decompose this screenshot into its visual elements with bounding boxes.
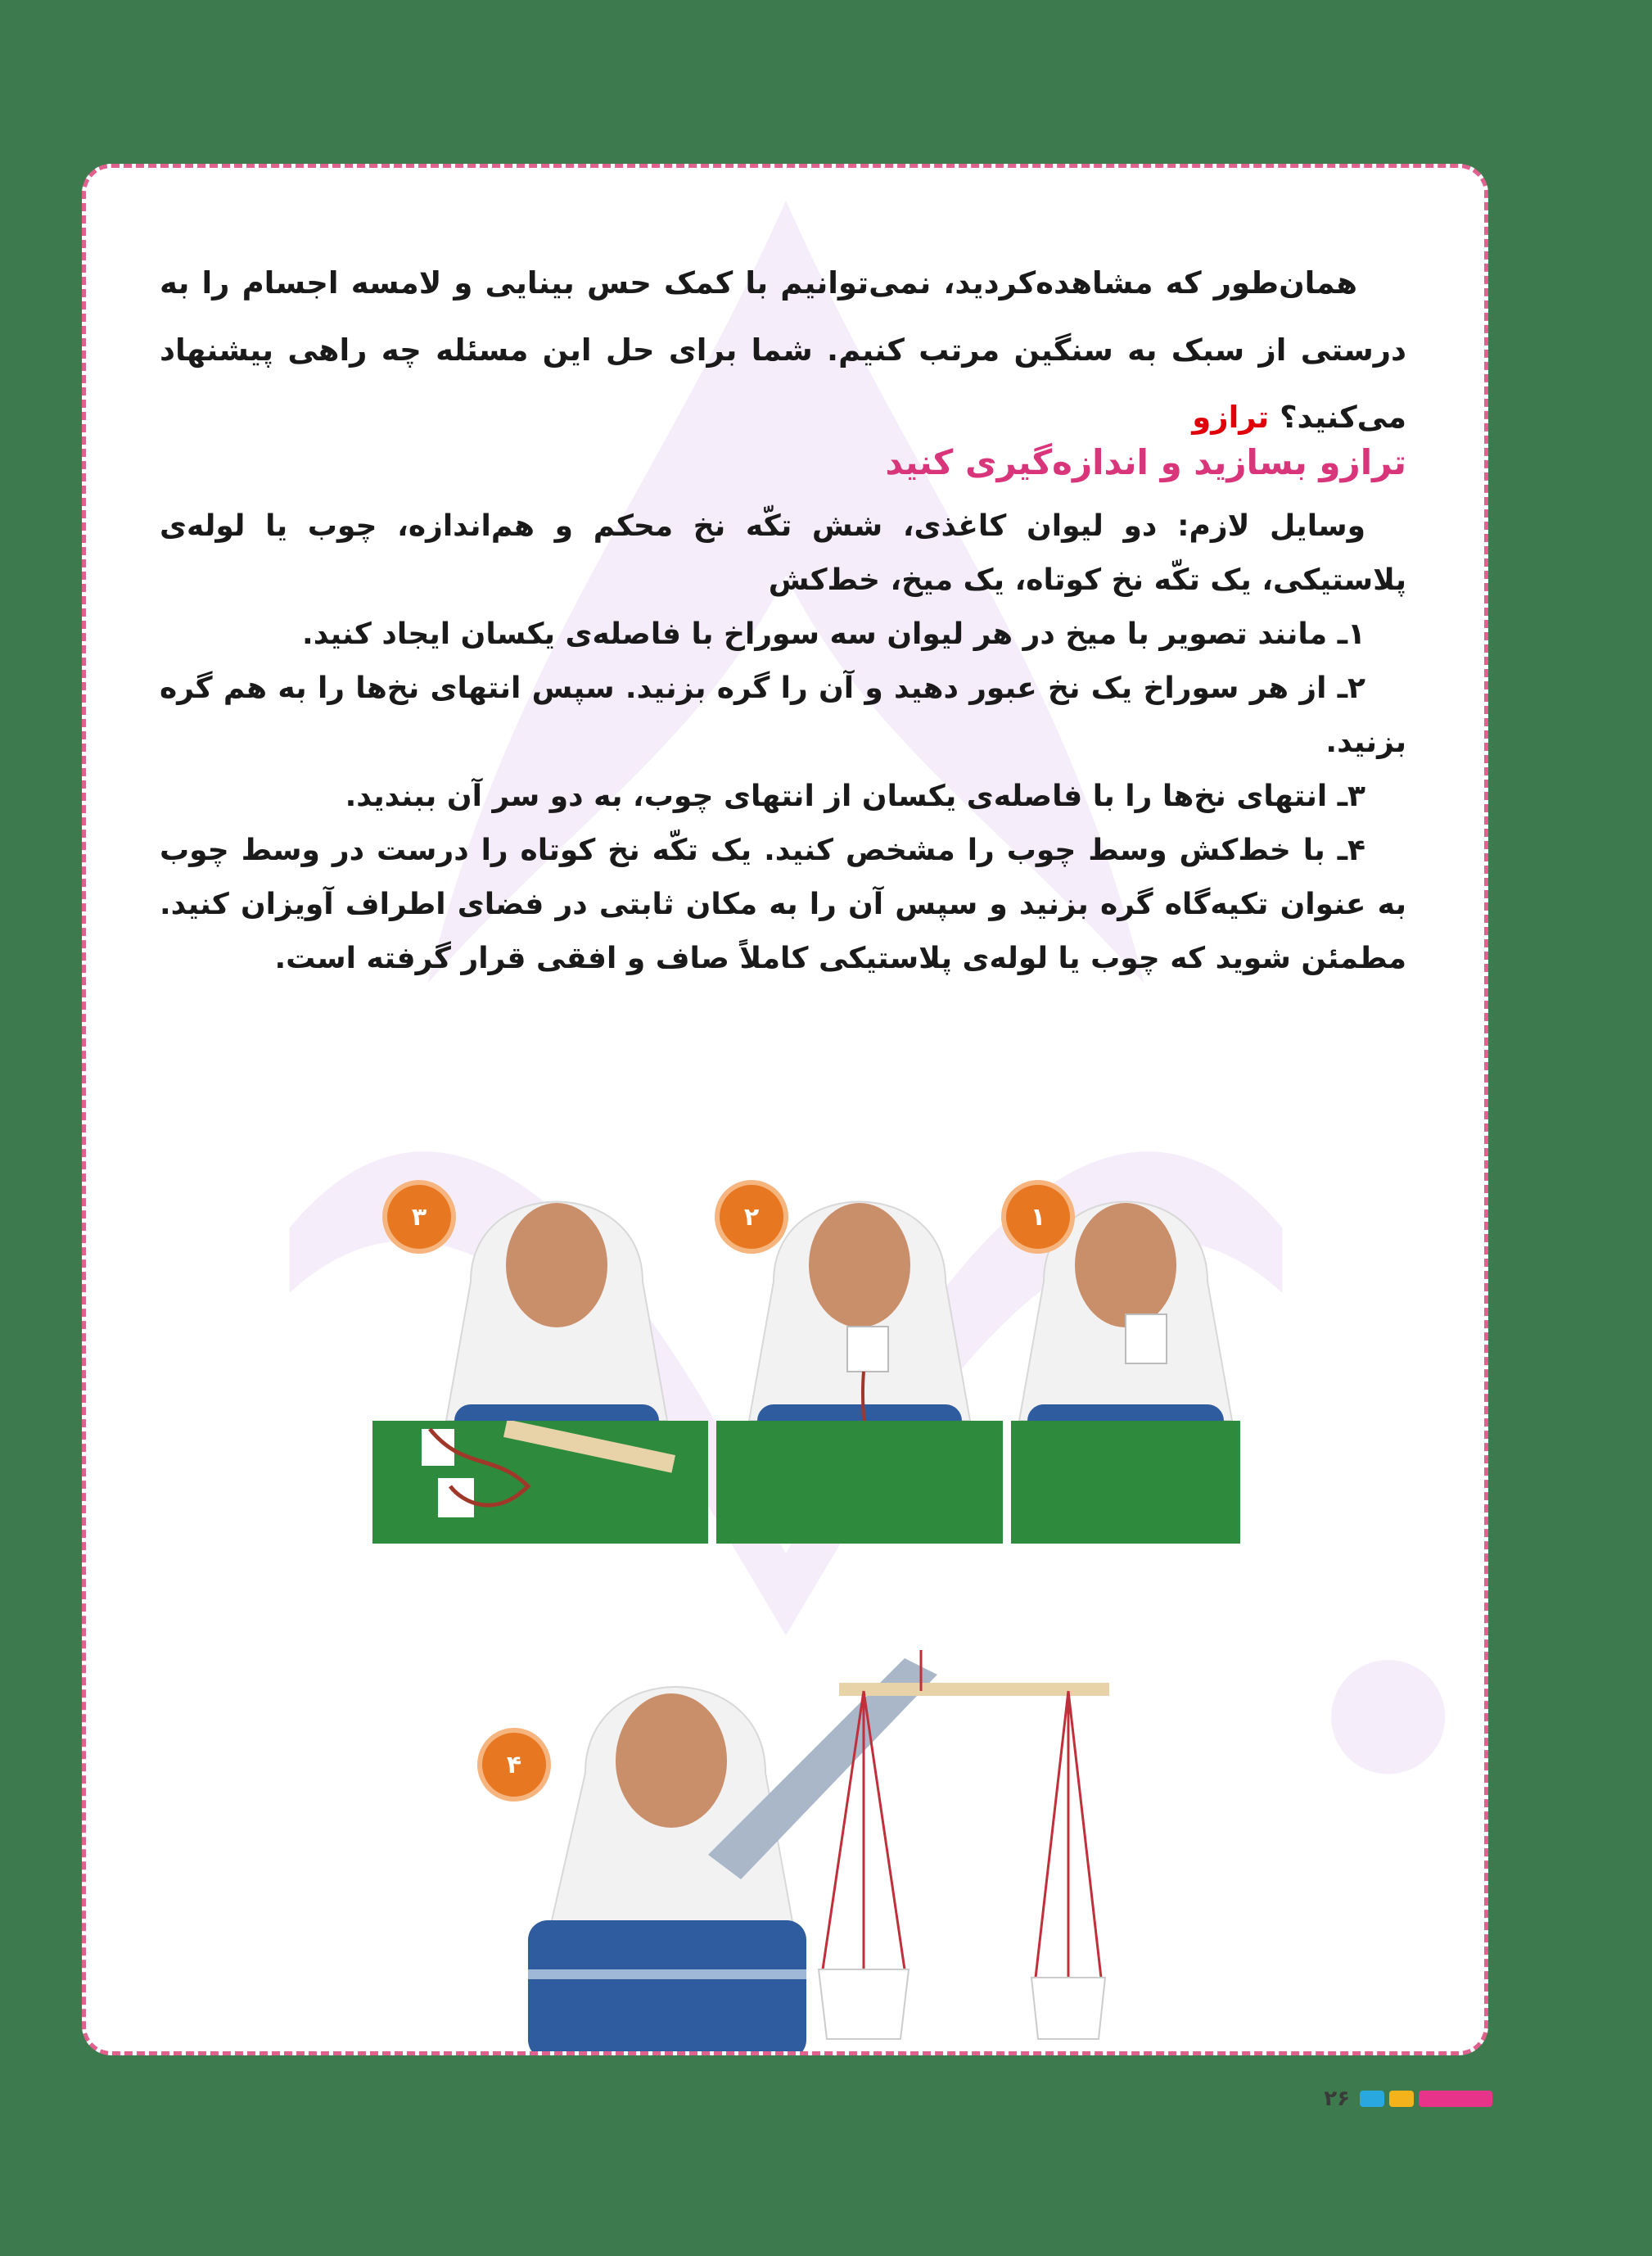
step-3-text: ۳ـ انتهای نخ‌ها را با فاصله‌ی یکسان از انتهای چوب، به دو سر آن ببندید.	[345, 780, 1365, 813]
photo-step-2	[716, 1110, 1003, 1544]
intro-answer: ترازو	[1192, 400, 1270, 435]
intro-section	[160, 250, 1406, 451]
cups-and-stick-illustration	[372, 1421, 708, 1544]
footer-blue-mark	[1360, 2091, 1384, 2107]
step-badge-2: ۲	[715, 1180, 788, 1254]
page-footer	[1324, 2086, 1492, 2111]
footer-yellow-mark	[1389, 2091, 1414, 2107]
photo-step-3	[372, 1110, 708, 1544]
page-card	[82, 164, 1488, 2055]
instructions	[160, 500, 1406, 986]
step-badge-1: ۱	[1001, 1180, 1075, 1254]
intro-paragraph: همان‌طور که مشاهده‌کردید، نمی‌توانیم با کمک حس بینایی و لامسه اجسام را به درستی از سبک به سنگین مرتب کنیم. شما برای حل این مسئله چه راهی پیشنهاد می‌کنید؟	[160, 265, 1406, 435]
footer-pink-mark	[1419, 2091, 1492, 2107]
page-number: ۲۶	[1324, 2086, 1350, 2111]
step-4-text: ۴ـ با خط‌کش وسط چوب را مشخص کنید. یک تکّه نخ کوتاه را درست در وسط چوب به عنوان تکیه‌گاه گره بزنید و سپس آن را به مکان ثابتی در فضای اطراف آویزان کنید. مطمئن شوید که چوب یا لوله‌ی پلاستیکی کاملاً صاف و افقی قرار گرفته است.	[160, 834, 1406, 975]
materials-text: وسایل لازم: دو لیوان کاغذی، شش تکّه نخ محکم و هم‌اندازه، چوب یا لوله‌ی پلاستیکی، یک تکّه نخ کوتاه، یک میخ، خط‌کش	[160, 509, 1406, 597]
step-2-text: ۲ـ از هر سوراخ یک نخ عبور دهید و آن را گره بزنید. سپس انتهای نخ‌ها را به هم گره بزنید.	[160, 671, 1406, 759]
photo-step-1	[1011, 1110, 1240, 1544]
section-title: ترازو بسازید و اندازه‌گیری کنید	[885, 442, 1406, 482]
girl-holding-balance-illustration	[495, 1609, 1150, 2055]
step-badge-4: ۴	[477, 1728, 551, 1802]
step-1-text: ۱ـ مانند تصویر با میخ در هر لیوان سه سوراخ با فاصله‌ی یکسان ایجاد کنید.	[302, 617, 1365, 651]
step-badge-3: ۳	[382, 1180, 456, 1254]
photo-step-4	[495, 1609, 1150, 2055]
